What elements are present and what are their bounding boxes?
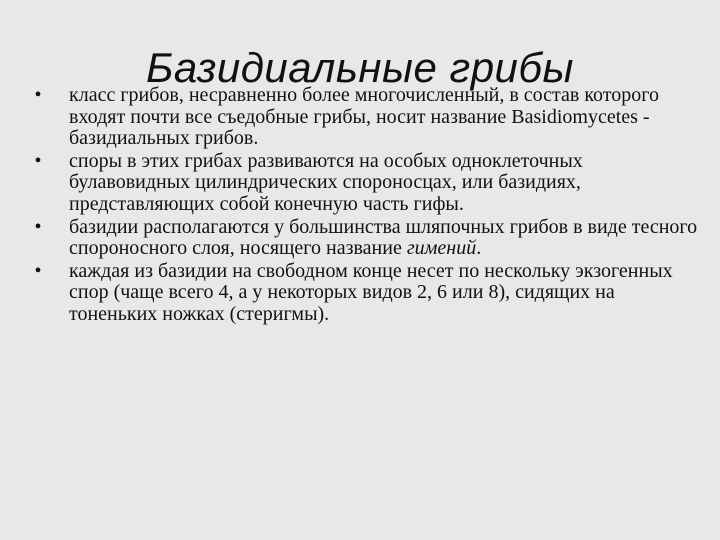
list-item bbox=[28, 151, 698, 216]
bullet-icon: • bbox=[34, 84, 42, 106]
bullet-text-end: . bbox=[476, 237, 482, 260]
list-item bbox=[28, 261, 698, 326]
slide-title: Базидиальные грибы bbox=[146, 44, 574, 91]
bullet-text: класс грибов, несравненно более многочисленный, в состав которого входят почти все съедобные грибы, носит название Basidiomycetes - базидиальных грибов. bbox=[69, 84, 659, 150]
list-item bbox=[28, 85, 698, 150]
bullet-text: каждая из базидии на свободном конце несет по нескольку экзогенных спор (чаще всего 4, а у некоторых видов 2, 6 или 8), сидящих на тоненьких ножках (стеригмы). bbox=[69, 259, 673, 325]
bullet-icon: • bbox=[34, 215, 42, 238]
bullet-list bbox=[28, 85, 698, 327]
bullet-text: споры в этих грибах развиваются на особых одноклеточных булавовидных цилиндрических спороносцах, или базидиях, представляющих собой конечную часть гифы. bbox=[69, 149, 583, 215]
bullet-text-start: базидии располагаются у большинства шляпочных грибов в виде тесного спороносного слоя, носящего название bbox=[69, 215, 698, 260]
list-item bbox=[28, 217, 698, 260]
bullet-icon: • bbox=[34, 259, 42, 282]
bullet-icon: • bbox=[34, 149, 42, 172]
bullet-text bbox=[69, 216, 697, 260]
term-himenium: гимений bbox=[406, 237, 477, 260]
